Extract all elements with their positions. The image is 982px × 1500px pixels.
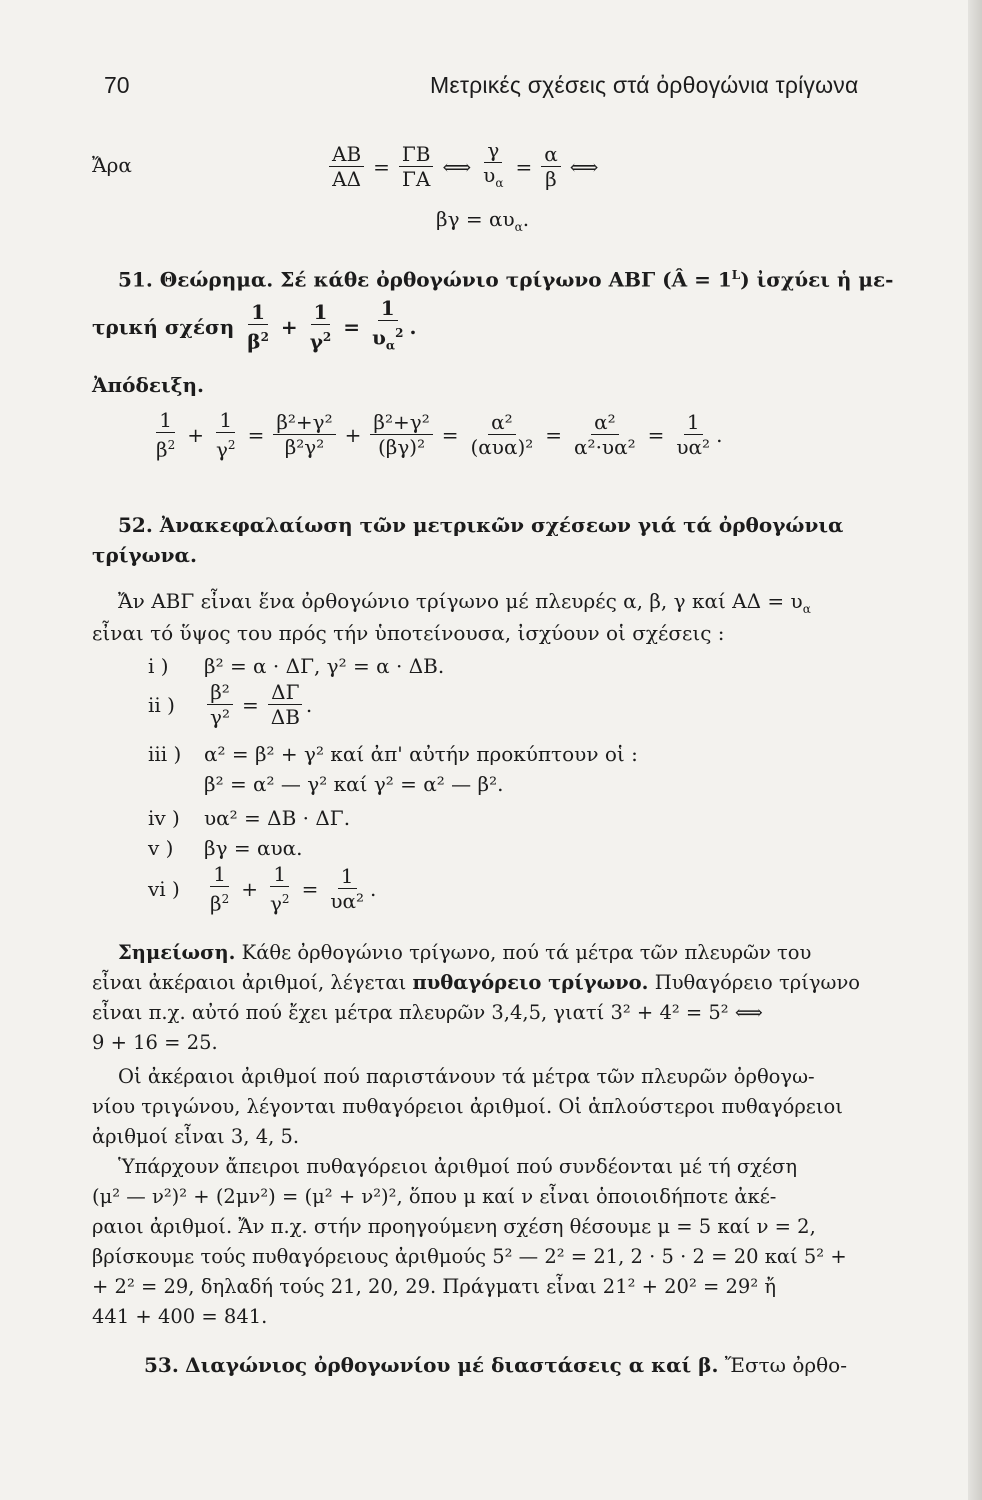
relation-iv: iv ) υα² = ΔΒ · ΔΓ. bbox=[148, 806, 351, 830]
note-paragraph-3: Ὑπάρχουν ἄπειροι πυθαγόρειοι ἀριθμοί πού συνδέονται μέ τή σχέση (μ² — ν²)² + (2μν²) = (μ² + ν²)², ὅπου μ καί ν εἶναι ὁποιοιδήποτε ἀκέ- ραιοι ἀριθμοί. Ἄν π.χ. στήν προηγούμενη σχέση θέσουμε μ = 5 καί ν = 2, βρίσκουμε τούς πυθαγόρειους ἀριθμούς 5² — 2² = 21, 2 · 5 · 2 = 20 καί 5² + + 2² = 29, δηλαδή τούς 21, 20, 29. Πράγματι εἶναι 21² + 20² = 29² ἤ 441 + 400 = 841. bbox=[92, 1155, 847, 1328]
iff-symbol: ⟺ bbox=[442, 154, 472, 179]
section-52-intro1: Ἄν ΑΒΓ εἶναι ἕνα ὀρθογώνιο τρίγωνο μέ πλευρές α, β, γ καί $A\Delta = \upsilon_\alpha$ bbox=[118, 589, 811, 616]
section-53-line: 53. Διαγώνιος ὀρθογωνίου μέ διαστάσεις α καί β. Ἔστω ὀρθο- bbox=[144, 1353, 847, 1377]
section-52-title: 52. Ἀνακεφαλαίωση τῶν μετρικῶν σχέσεων γιά τά ὀρθογώνια bbox=[118, 513, 844, 537]
fraction-gb-ga: $\frac{\Gamma B}{\Gamma A}$ bbox=[399, 142, 434, 191]
relation-v: v ) βγ = αυα. bbox=[148, 836, 303, 860]
relation-iii: iii ) α² = β² + γ² καί ἀπ' αὐτήν προκύπτουν οἱ : bbox=[148, 742, 638, 766]
ara-word: Ἄρα bbox=[92, 153, 132, 177]
fraction-ab-ad: $\frac{AB}{A\Delta}$ bbox=[329, 142, 364, 191]
section-52-title2: τρίγωνα. bbox=[92, 543, 197, 567]
theorem-51-line1: 51. Θεώρημα. Σέ κάθε ὀρθογώνιο τρίγωνο ΑΒΓ (Â = $1^L$) ἰσχύει ἡ με- bbox=[118, 267, 894, 292]
fraction-a-b: $\frac{\alpha}{\beta}$ bbox=[541, 142, 561, 191]
note-paragraph-1: Σημείωση. Κάθε ὀρθογώνιο τρίγωνο, πού τά μέτρα τῶν πλευρῶν του εἶναι ἀκέραιοι ἀριθμοί, λέγεται πυθαγόρειο τρίγωνο. Πυθαγόρειο τρίγωνο εἶναι π.χ. αὐτό πού ἔχει μέτρα πλευρῶν 3,4,5, γιατί 3² + 4² = 5² ⟺ 9 + 16 = 25. bbox=[92, 941, 861, 1054]
relation-i: i ) β² = α · ΔΓ, γ² = α · ΔΒ. bbox=[148, 654, 445, 678]
section-52-intro2: εἶναι τό ὕψος του πρός τήν ὑποτείνουσα, ἰσχύουν οἱ σχέσεις : bbox=[92, 621, 725, 645]
page-edge-shadow bbox=[968, 0, 982, 1500]
intro-equation: $\frac{AB}{A\Delta}$ = $\frac{\Gamma B}{\Gamma A}$ ⟺ $\frac{\gamma}{\upsilon_\alpha}$ = $\frac{\alpha}{\beta}$ ⟺ bbox=[326, 138, 604, 195]
relation-vi: vi ) $\frac{1}{\beta^2}$ + $\frac{1}{\gamma^2}$ = $\frac{1}{\text{υα²}}$ . bbox=[148, 862, 377, 916]
note-label: Σημείωση. bbox=[118, 941, 236, 964]
note-paragraph-2: Οἱ ἀκέραιοι ἀριθμοί πού παριστάνουν τά μέτρα τῶν πλευρῶν ὀρθογω- νίου τριγώνου, λέγονται πυθαγόρειοι ἀριθμοί. Οἱ ἁπλούστεροι πυθαγόρειοι ἀριθμοί εἶναι 3, 4, 5. bbox=[92, 1065, 843, 1148]
running-title: Μετρικές σχέσεις στά ὀρθογώνια τρίγωνα bbox=[430, 72, 859, 98]
relation-ii: ii ) $\frac{\text{β²}}{\text{γ²}}$ = $\frac{\Delta\Gamma}{\Delta B}$ . bbox=[148, 680, 313, 729]
intro-result: $\beta\gamma = \alpha\upsilon_\alpha$. bbox=[436, 207, 530, 234]
fraction-g-ua: $\frac{\gamma}{\upsilon_\alpha}$ bbox=[483, 138, 504, 190]
proof-label: Ἀπόδειξη. bbox=[92, 373, 205, 397]
proof-equation: $\frac{1}{\beta^2}$ + $\frac{1}{\gamma^2}$ = $\frac{\text{β²+γ²}}{\text{β²γ²}}$ + $\frac{\text{β²+γ²}}{\text{(βγ)²}}$ = $\frac{\text{α²}}{\text{(αυα)²}}$ = $\frac{\text{α²}}{\text{α²·υα²}}$ = $\frac{1}{\text{υα²}}$ . bbox=[156, 408, 723, 462]
relation-iii-derived: β² = α² — γ² καί γ² = α² — β². bbox=[204, 772, 504, 796]
iff-symbol: ⟺ bbox=[569, 154, 599, 179]
page-number: 70 bbox=[104, 72, 130, 98]
theorem-51-line2: τρική σχέση $\frac{1}{\beta^2}$ + $\frac{1}{\gamma^2}$ = $\frac{1}{\upsilon_\alpha^2}$ . bbox=[92, 296, 417, 354]
